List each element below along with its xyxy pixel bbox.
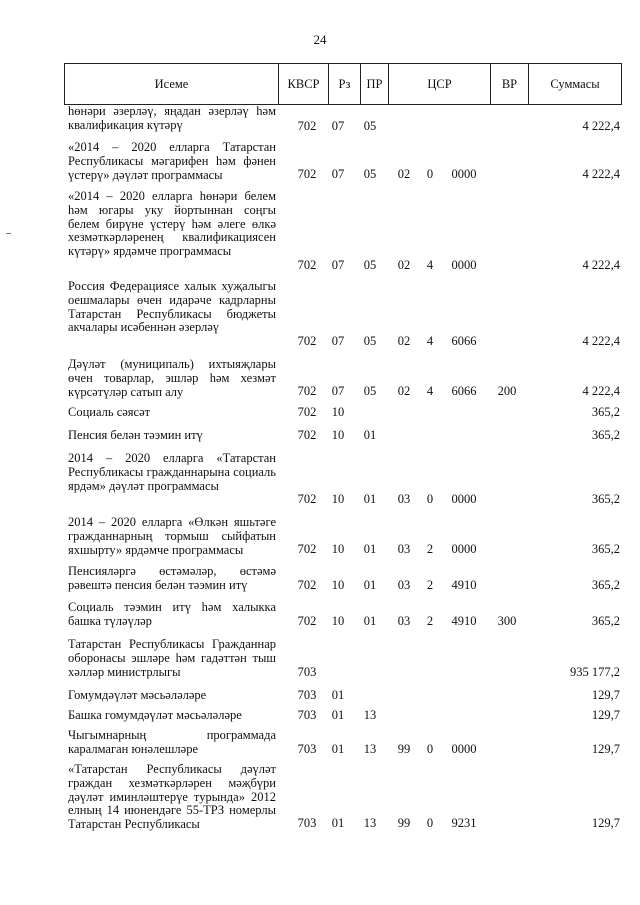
row-pr: 05 <box>363 258 377 273</box>
row-pr: 13 <box>363 742 377 757</box>
row-csr1: 02 <box>397 384 411 399</box>
table-row <box>64 429 622 443</box>
row-vr: 300 <box>497 614 517 629</box>
header-sum: Суммасы <box>550 76 600 91</box>
row-kvsr: 703 <box>297 742 317 757</box>
row-name: Социаль тәэмин итү һәм халыкка башка түләүләр <box>68 600 276 628</box>
row-csr1: 03 <box>397 492 411 507</box>
table-row <box>64 565 622 593</box>
row-vr: 200 <box>497 384 517 399</box>
row-rz: 10 <box>331 578 345 593</box>
row-csr2: 0 <box>426 742 434 757</box>
row-rz: 01 <box>331 816 345 831</box>
row-name: Гомумдәүләт мәсьәләләре <box>68 688 207 702</box>
row-kvsr: 702 <box>297 119 317 134</box>
row-rz: 07 <box>331 167 345 182</box>
table-row <box>64 729 622 757</box>
row-pr: 13 <box>363 708 377 723</box>
row-name: Дәүләт (муниципаль) ихтыяҗлары өчен товарлар, эшләр һәм хезмәт күрсәтүләр сатып алу <box>68 357 276 399</box>
row-csr3: 0000 <box>451 258 477 273</box>
row-name: Татарстан Республикасы Гражданнар оборонасы эшләре һәм гадәттән тыш хәлләр министрлыгы <box>68 637 276 679</box>
row-name: Башка гомумдәүләт мәсьәләләре <box>68 708 242 722</box>
row-csr3: 6066 <box>451 384 477 399</box>
row-sum: 129,7 <box>591 816 620 831</box>
row-pr: 01 <box>363 492 377 507</box>
row-csr1: 99 <box>397 742 411 757</box>
row-sum: 129,7 <box>591 708 620 723</box>
row-csr3: 4910 <box>451 614 477 629</box>
row-kvsr: 702 <box>297 167 317 182</box>
row-rz: 10 <box>331 614 345 629</box>
row-name: Чыгымнарның программада каралмаган юнәлешләре <box>68 728 276 756</box>
row-csr2: 0 <box>426 816 434 831</box>
row-csr1: 02 <box>397 258 411 273</box>
row-csr1: 03 <box>397 578 411 593</box>
row-rz: 10 <box>331 542 345 557</box>
row-pr: 05 <box>363 334 377 349</box>
row-kvsr: 703 <box>297 688 317 703</box>
row-csr2: 2 <box>426 542 434 557</box>
row-rz: 10 <box>331 428 345 443</box>
row-kvsr: 702 <box>297 405 317 420</box>
table-row <box>64 141 622 182</box>
header-vr: ВР <box>491 64 529 104</box>
header-name: Исеме <box>65 64 279 104</box>
table-row <box>64 601 622 629</box>
table-row <box>64 452 622 507</box>
row-sum: 4 222,4 <box>582 167 620 182</box>
row-kvsr: 703 <box>297 816 317 831</box>
row-pr: 05 <box>363 167 377 182</box>
row-kvsr: 702 <box>297 428 317 443</box>
row-pr: 01 <box>363 578 377 593</box>
row-csr2: 4 <box>426 384 434 399</box>
row-csr2: 2 <box>426 614 434 629</box>
row-csr2: 4 <box>426 334 434 349</box>
header-csr: ЦСР <box>389 64 491 104</box>
table-header <box>64 63 622 105</box>
row-csr3: 6066 <box>451 334 477 349</box>
row-sum: 4 222,4 <box>582 384 620 399</box>
row-csr3: 0000 <box>451 492 477 507</box>
table-row <box>64 709 622 723</box>
row-kvsr: 702 <box>297 578 317 593</box>
row-csr2: 4 <box>426 258 434 273</box>
row-name: Пенсия белән тәэмин итү <box>68 428 203 442</box>
row-kvsr: 702 <box>297 334 317 349</box>
row-pr: 13 <box>363 816 377 831</box>
row-rz: 07 <box>331 119 345 134</box>
row-name: Социаль сәясәт <box>68 405 151 419</box>
row-sum: 129,7 <box>591 742 620 757</box>
row-sum: 365,2 <box>591 614 620 629</box>
row-sum: 4 222,4 <box>582 334 620 349</box>
row-name: «Татарстан Республикасы дәүләт граждан хезмәткәрләрен мәҗбүри дәүләт иминләштерүе турында» 2012 елның 14 июнендәге 55-ТРЗ номерлы Татарстан Республикасы <box>68 762 276 832</box>
row-kvsr: 702 <box>297 384 317 399</box>
row-csr3: 4910 <box>451 578 477 593</box>
row-kvsr: 702 <box>297 258 317 273</box>
row-pr: 05 <box>363 384 377 399</box>
row-kvsr: 703 <box>297 665 317 680</box>
table-row <box>64 105 622 134</box>
row-csr1: 03 <box>397 542 411 557</box>
row-csr3: 9231 <box>451 816 477 831</box>
header-kvsr: КВСР <box>279 64 329 104</box>
table-body <box>64 105 622 831</box>
table-row <box>64 763 622 831</box>
row-rz: 10 <box>331 405 345 420</box>
row-csr1: 03 <box>397 614 411 629</box>
row-rz: 01 <box>331 742 345 757</box>
table-row <box>64 638 622 680</box>
row-name: 2014 – 2020 елларга «Татарстан Республикасы гражданнарына социаль ярдәм» дәүләт программасы <box>68 451 276 493</box>
margin-mark <box>6 233 11 234</box>
row-rz: 07 <box>331 334 345 349</box>
row-sum: 365,2 <box>591 542 620 557</box>
row-sum: 365,2 <box>591 492 620 507</box>
row-csr3: 0000 <box>451 542 477 557</box>
row-pr: 05 <box>363 119 377 134</box>
row-rz: 01 <box>331 708 345 723</box>
table-row <box>64 689 622 703</box>
row-kvsr: 702 <box>297 614 317 629</box>
row-csr1: 02 <box>397 334 411 349</box>
row-sum: 365,2 <box>591 578 620 593</box>
row-sum: 935 177,2 <box>570 665 620 680</box>
header-pr: ПР <box>361 64 389 104</box>
table-row <box>64 516 622 557</box>
row-name: 2014 – 2020 елларга «Өлкән яшьтәге гражданнарның тормыш сыйфатын яхшырту» ярдәмче программасы <box>68 515 276 557</box>
row-csr2: 0 <box>426 167 434 182</box>
row-pr: 01 <box>363 614 377 629</box>
row-sum: 365,2 <box>591 405 620 420</box>
row-name: һөнәри әзерләү, яңадан әзерләү һәм квалификация күтәрү <box>68 104 276 132</box>
row-sum: 4 222,4 <box>582 258 620 273</box>
row-csr3: 0000 <box>451 167 477 182</box>
row-rz: 10 <box>331 492 345 507</box>
row-csr1: 99 <box>397 816 411 831</box>
table-row <box>64 190 622 273</box>
row-sum: 129,7 <box>591 688 620 703</box>
row-name: Пенсияләргә өстәмәләр, өстәмә рәвештә пенсия белән тәэмин итү <box>68 564 276 592</box>
row-pr: 01 <box>363 542 377 557</box>
table-row <box>64 406 622 420</box>
row-rz: 07 <box>331 384 345 399</box>
row-kvsr: 702 <box>297 492 317 507</box>
row-sum: 365,2 <box>591 428 620 443</box>
row-csr3: 0000 <box>451 742 477 757</box>
table-row <box>64 280 622 349</box>
row-name: Россия Федерациясе халык хуҗалыгы оешмалары өчен идарәче кадрларны Татарстан Республикасы бюджеты акчалары исәбеннән әзерләү <box>68 279 276 335</box>
row-rz: 01 <box>331 688 345 703</box>
row-csr2: 0 <box>426 492 434 507</box>
row-csr2: 2 <box>426 578 434 593</box>
row-sum: 4 222,4 <box>582 119 620 134</box>
row-pr: 01 <box>363 428 377 443</box>
row-name: «2014 – 2020 елларга һөнәри белем һәм югары уку йортыннан соңгы белем бирүне үстерү һәм әлеге өлкә хезмәткәрләренең квалификациясен күтәрү» ярдәмче программасы <box>68 189 276 259</box>
row-csr1: 02 <box>397 167 411 182</box>
table-row <box>64 358 622 399</box>
row-kvsr: 703 <box>297 708 317 723</box>
header-rz: Рз <box>329 64 361 104</box>
row-name: «2014 – 2020 елларга Татарстан Республикасы мәгарифен һәм фәнен үстерү» дәүләт программасы <box>68 140 276 182</box>
row-rz: 07 <box>331 258 345 273</box>
page-number: 24 <box>313 32 327 47</box>
row-kvsr: 702 <box>297 542 317 557</box>
